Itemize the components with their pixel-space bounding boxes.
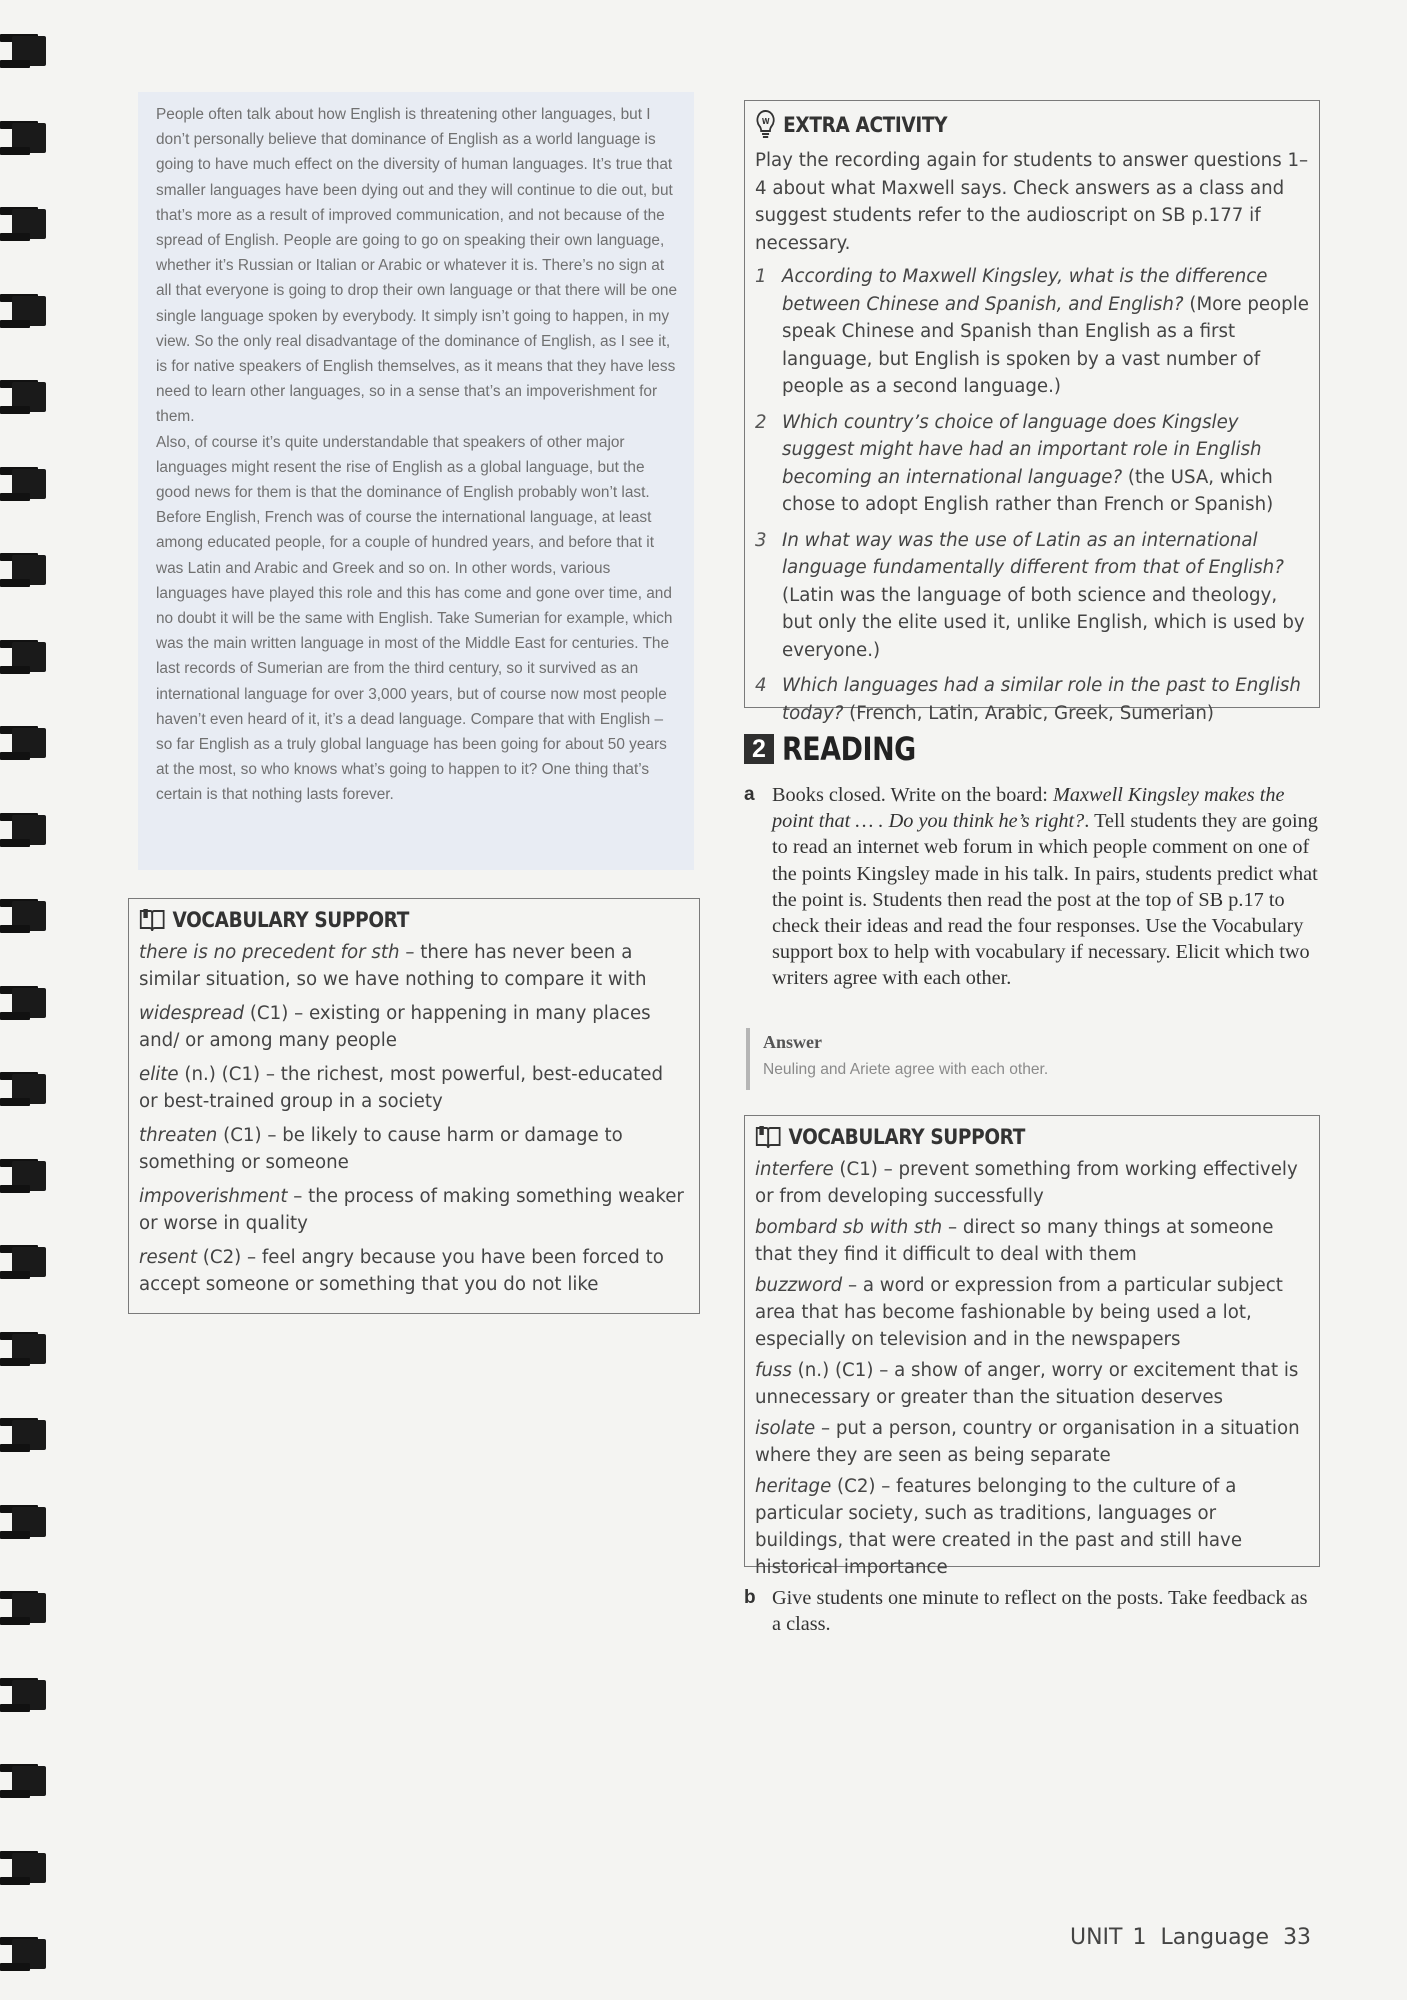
binding-ring [0, 463, 48, 505]
step-a-text: Books closed. Write on the board: Maxwell Kingsley makes the point that … . Do you think he’s right?. Tell students they are going to read an internet web forum in which people comment on one of the points Kingsley made in his talk. In pairs, students predict what the point is. Students then read the post at the top of SB p.17 to check their ideas and read the four responses. Use the Vocabulary support box to help with vocabulary if necessary. Elicit which two writers agree with each other. [772, 784, 1318, 990]
vocabulary-support-box-left [128, 898, 700, 1314]
binding-ring [0, 290, 48, 332]
page-footer [1070, 1925, 1311, 1950]
vocab-entry: interfere (C1) – prevent something from working effectively or from developing successfully [755, 1159, 1298, 1207]
binding-ring [0, 117, 48, 159]
binding-ring [0, 1414, 48, 1456]
book-icon [139, 907, 165, 933]
binding-ring [0, 1501, 48, 1543]
binding-ring [0, 203, 48, 245]
vocab-entry: threaten (C1) – be likely to cause harm or damage to something or someone [139, 1125, 623, 1173]
page-number: 33 [1283, 1925, 1312, 1950]
answer-text: Neuling and Ariete agree with each other. [763, 1061, 1049, 1078]
vocab-list-right [745, 1156, 1319, 1581]
vocab-entry: fuss (n.) (C1) – a show of anger, worry or excitement that is unnecessary or greater than the situation deserves [755, 1360, 1299, 1408]
question-item: 2 Which country’s choice of language does Kingsley suggest might have had an important role in English becoming an international language? (the USA, which chose to adopt English rather than French or Spanish) [755, 411, 1274, 515]
question-list [745, 263, 1319, 727]
step-a [744, 782, 1320, 992]
binding-ring [0, 30, 48, 72]
extra-activity-intro: Play the recording again for students to answer questions 1–4 about what Maxwell says. Check answers as a class and suggest students refer to the audioscript on SB p.177 if necessary. [755, 150, 1309, 254]
footer-unit: UNIT 1 [1070, 1925, 1147, 1950]
binding-ring [0, 722, 48, 764]
vocab-entry: heritage (C2) – features belonging to the culture of a particular society, such as traditions, languages or buildings, that were created in the past and still have historical importance [755, 1476, 1243, 1578]
vocab-entry: there is no precedent for sth – there has never been a similar situation, so we have nothing to compare it with [139, 942, 647, 990]
binding-ring [0, 1847, 48, 1889]
extra-activity-title: W EXTRA ACTIVITY [755, 109, 1251, 141]
audio-transcript [138, 92, 694, 870]
transcript-paragraph-2: Also, of course it’s quite understandable that speakers of other major languages might resent the rise of English as a global language, but the good news for them is that the dominance of English probably won’t last. Before English, French was of course the international language, at least among educated people, for a couple of hundred years, and before that it was Latin and Arabic and Greek and so on. In other words, various languages have played this role and this has come and gone over time, and no doubt it will be the same with English. Take Sumerian for example, which was the main written language in most of the Middle East for centuries. The last records of Sumerian are from the third century, so it survived as an international language for over 3,000 years, but of course now most people haven’t even heard of it, it’s a dead language. Compare that with English – so far English as a truly global language has been going for about 50 years at the most, so who knows what’s going to happen to it? One thing that’s certain is that nothing lasts forever. [156, 433, 673, 804]
question-item: 4 Which languages had a similar role in the past to English today? (French, Latin, Arabic, Greek, Sumerian) [755, 675, 1301, 724]
binding-ring [0, 809, 48, 851]
vocab-entry: resent (C2) – feel angry because you have been forced to accept someone or something that you do not like [139, 1247, 664, 1295]
vocab-entry: elite (n.) (C1) – the richest, most powerful, best-educated or best-trained group in a society [139, 1064, 664, 1112]
section-title: READING [782, 730, 916, 768]
binding-ring [0, 895, 48, 937]
spiral-binding [0, 0, 56, 2000]
vocab-entry: impoverishment – the process of making something weaker or worse in quality [139, 1186, 684, 1234]
binding-ring [0, 1587, 48, 1629]
vocabulary-support-title: VOCABULARY SUPPORT [755, 1124, 1251, 1150]
binding-ring [0, 1933, 48, 1975]
vocab-entry: bombard sb with sth – direct so many things at someone that they find it difficult to deal with them [755, 1217, 1274, 1265]
svg-text:W: W [761, 116, 770, 127]
footer-title: Language [1160, 1925, 1270, 1950]
vocabulary-support-box-right [744, 1115, 1320, 1578]
vocab-list-left [129, 939, 699, 1298]
step-letter: a [744, 784, 755, 805]
binding-ring [0, 1760, 48, 1802]
question-item: 3 In what way was the use of Latin as an international language fundamentally different from that of English? (Latin was the language of both science and theology, but only the elite used it, unlike English, which is used by everyone.) [755, 529, 1305, 661]
reading-heading [744, 730, 941, 768]
book-icon [755, 1124, 781, 1150]
vocabulary-support-title: VOCABULARY SUPPORT [139, 907, 632, 933]
binding-ring [0, 1674, 48, 1716]
binding-ring [0, 376, 48, 418]
binding-ring [0, 636, 48, 678]
answer-label: Answer [763, 1032, 822, 1052]
extra-activity-box [744, 100, 1320, 724]
vocab-entry: widespread (C1) – existing or happening in many places and/ or among many people [139, 1003, 651, 1051]
binding-ring [0, 1068, 48, 1110]
step-letter: b [744, 1587, 756, 1608]
step-b [744, 1585, 1320, 1637]
step-b-text: Give students one minute to reflect on the posts. Take feedback as a class. [772, 1587, 1308, 1636]
lightbulb-icon [755, 109, 776, 141]
binding-ring [0, 1155, 48, 1197]
transcript-paragraph-1: People often talk about how English is threatening other languages, but I don’t personally believe that dominance of English as a world language is going to have much effect on the diversity of human languages. It’s true that smaller languages have been dying out and they will continue to die out, but that’s more as a result of improved communication, and not because of the spread of English. People are going to go on speaking their own language, whether it’s Russian or Italian or Arabic or whatever it is. There’s no sign at all that everyone is going to drop their own language or that there will be one single language spoken by everybody. It simply isn’t going to happen, in my view. So the only real disadvantage of the dominance of English, as I see it, is for native speakers of English themselves, as it means that they have less need to learn other languages, so in a sense that’s an impoverishment for them. [156, 106, 678, 426]
vocab-entry: buzzword – a word or expression from a particular subject area that has become fashionable by being used a lot, especially on television and in the newspapers [755, 1275, 1283, 1350]
binding-ring [0, 1328, 48, 1370]
question-item: 1 According to Maxwell Kingsley, what is the difference between Chinese and Spanish, and English? (More people speak Chinese and Spanish than English as a first language, but English is spoken by a vast number of people as a second language.) [755, 266, 1309, 397]
answer-box [746, 1028, 1323, 1090]
binding-ring [0, 1241, 48, 1283]
section-number: 2 [744, 734, 774, 764]
binding-ring [0, 982, 48, 1024]
binding-ring [0, 549, 48, 591]
vocab-entry: isolate – put a person, country or organisation in a situation where they are seen as being separate [755, 1418, 1300, 1466]
